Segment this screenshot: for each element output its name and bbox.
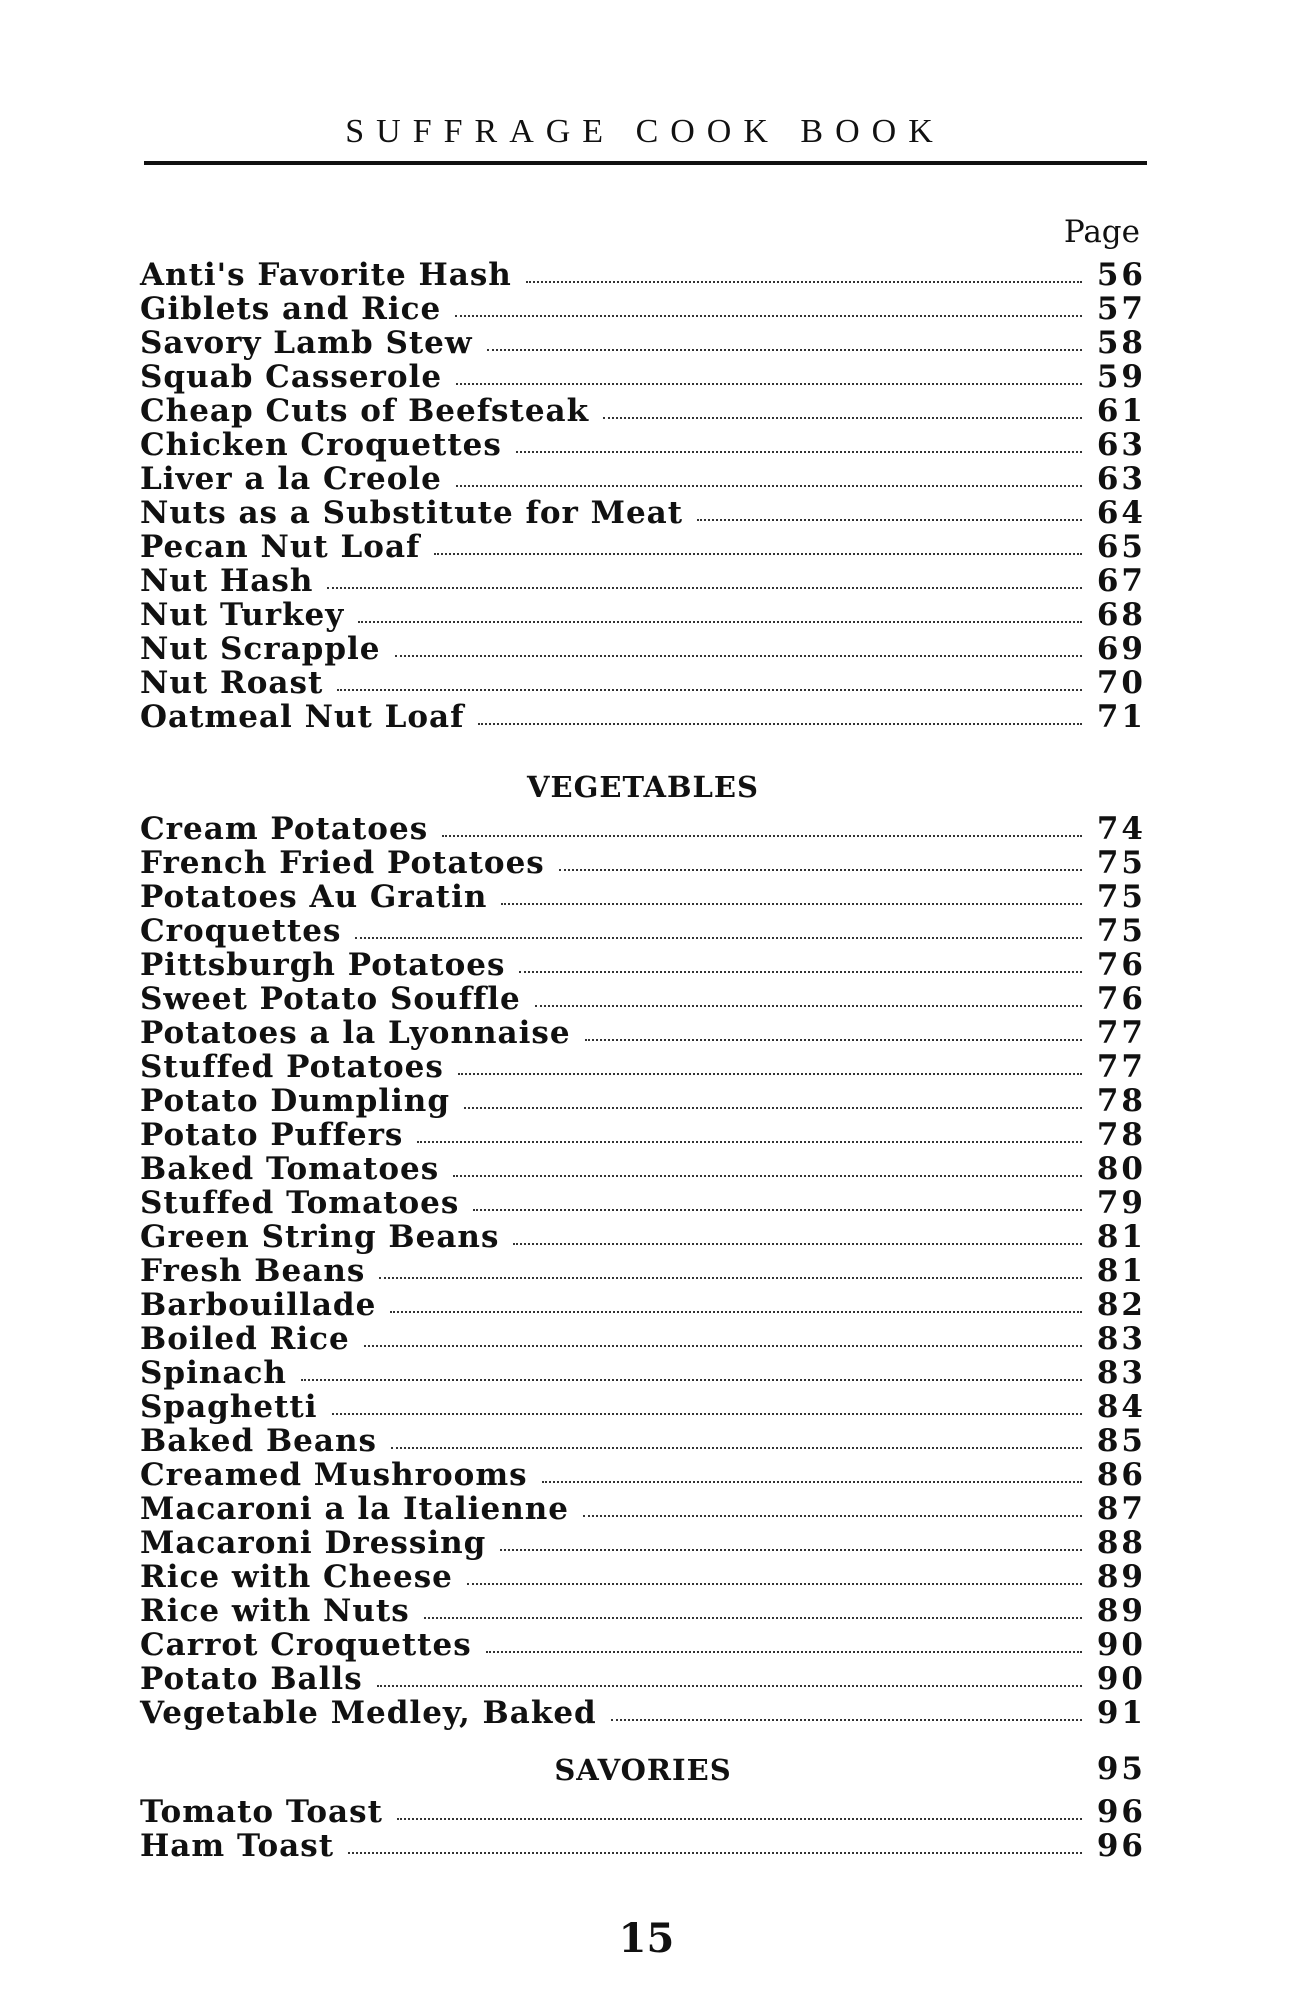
toc-entry [140, 1492, 1146, 1526]
toc-entry-page: 81 [1096, 1253, 1146, 1289]
toc-entry-title: Carrot Croquettes [140, 1627, 472, 1663]
toc-entry [140, 530, 1146, 564]
dot-leader [332, 1413, 1082, 1415]
dot-leader [519, 971, 1082, 973]
dot-leader [611, 1719, 1082, 1721]
dot-leader [535, 1005, 1082, 1007]
dot-leader [327, 587, 1082, 589]
toc-entry-page: 83 [1096, 1355, 1146, 1391]
toc-entry-title: Nuts as a Substitute for Meat [140, 495, 684, 531]
toc-entry [140, 880, 1146, 914]
toc-entry [140, 360, 1146, 394]
toc-entry-title: Baked Tomatoes [140, 1151, 440, 1187]
toc-entry [140, 1152, 1146, 1186]
toc-entry [140, 632, 1146, 666]
toc-entry-title: Pecan Nut Loaf [140, 529, 421, 565]
toc-entry-title: Nut Roast [140, 665, 324, 701]
dot-leader [501, 903, 1082, 905]
toc-entry-title: Ham Toast [140, 1828, 335, 1864]
toc-entry-page: 70 [1096, 665, 1146, 701]
toc-entry-page: 78 [1096, 1083, 1146, 1119]
toc-entry [140, 462, 1146, 496]
toc-entry-page: 79 [1096, 1185, 1146, 1221]
dot-leader [348, 1852, 1082, 1854]
toc-entry-title: Sweet Potato Souffle [140, 981, 521, 1017]
dot-leader [456, 383, 1082, 385]
dot-leader [301, 1379, 1082, 1381]
dot-leader [379, 1277, 1082, 1279]
header-rule [144, 161, 1147, 165]
dot-leader [583, 1515, 1082, 1517]
toc-entry-page: 63 [1096, 427, 1146, 463]
toc-entry [140, 1118, 1146, 1152]
toc-entry-page: 83 [1096, 1321, 1146, 1357]
toc-entry [140, 394, 1146, 428]
toc-entry-title: Rice with Cheese [140, 1559, 453, 1595]
dot-leader [434, 553, 1082, 555]
toc-entry [140, 1424, 1146, 1458]
toc-entry-page: 59 [1096, 359, 1146, 395]
toc-entry-title: Oatmeal Nut Loaf [140, 699, 465, 735]
toc-entry-title: Spinach [140, 1355, 287, 1391]
dot-leader [526, 281, 1082, 283]
toc-entry-title: Nut Hash [140, 563, 314, 599]
toc-entry-title: Spaghetti [140, 1389, 318, 1425]
toc-entry [140, 1254, 1146, 1288]
toc-entry-page: 58 [1096, 325, 1146, 361]
toc-entry [140, 1050, 1146, 1084]
toc-entry-page: 81 [1096, 1219, 1146, 1255]
toc-entry-page: 57 [1096, 291, 1146, 327]
toc-entry-title: Pittsburgh Potatoes [140, 947, 506, 983]
dot-leader [487, 349, 1082, 351]
dot-leader [513, 1243, 1082, 1245]
toc-entry-page: 82 [1096, 1287, 1146, 1323]
toc-entry [140, 1390, 1146, 1424]
toc-entry [140, 700, 1146, 734]
dot-leader [397, 1818, 1082, 1820]
toc-entry [140, 1594, 1146, 1628]
dot-leader [478, 723, 1082, 725]
toc-entry [140, 982, 1146, 1016]
dot-leader [358, 621, 1082, 623]
toc-entry [140, 326, 1146, 360]
toc-entry [140, 1288, 1146, 1322]
toc-list-vegetables [140, 812, 1146, 1730]
dot-leader [516, 451, 1082, 453]
dot-leader [442, 835, 1082, 837]
toc-entry [140, 1829, 1146, 1863]
toc-entry-title: Squab Casserole [140, 359, 443, 395]
toc-entry-title: Barbouillade [140, 1287, 377, 1323]
dot-leader [453, 1175, 1082, 1177]
toc-entry-page: 85 [1096, 1423, 1146, 1459]
toc-entry-title: Potatoes Au Gratin [140, 879, 488, 915]
toc-entry-title: Cream Potatoes [140, 811, 429, 847]
toc-entry-title: Chicken Croquettes [140, 427, 502, 463]
toc-entry-title: Vegetable Medley, Baked [140, 1695, 597, 1731]
toc-entry-title: Savory Lamb Stew [140, 325, 473, 361]
toc-entry [140, 1696, 1146, 1730]
toc-entry-page: 64 [1096, 495, 1146, 531]
toc-entry [140, 1322, 1146, 1356]
toc-entry [140, 1662, 1146, 1696]
toc-entry-title: Giblets and Rice [140, 291, 442, 327]
toc-entry-page: 91 [1096, 1695, 1146, 1731]
toc-entry [140, 258, 1146, 292]
toc-entry [140, 428, 1146, 462]
running-head: SUFFRAGE COOK BOOK [345, 113, 945, 150]
toc-entry-page: 76 [1096, 981, 1146, 1017]
dot-leader [364, 1345, 1082, 1347]
toc-entry-page: 61 [1096, 393, 1146, 429]
dot-leader [458, 1073, 1082, 1075]
toc-entry-page: 86 [1096, 1457, 1146, 1493]
toc-entry-page: 71 [1096, 699, 1146, 735]
toc-entry [140, 496, 1146, 530]
toc-entry [140, 1186, 1146, 1220]
page-column-label: Page [1063, 214, 1140, 250]
toc-entry-title: French Fried Potatoes [140, 845, 545, 881]
dot-leader [603, 417, 1082, 419]
toc-entry-page: 77 [1096, 1015, 1146, 1051]
toc-entry [140, 292, 1146, 326]
toc-entry [140, 1356, 1146, 1390]
toc-entry-page: 96 [1096, 1828, 1146, 1864]
toc-entry [140, 598, 1146, 632]
dot-leader [697, 519, 1082, 521]
toc-entry-page: 65 [1096, 529, 1146, 565]
dot-leader [464, 1107, 1082, 1109]
toc-entry-title: Macaroni a la Italienne [140, 1491, 569, 1527]
toc-entry-title: Stuffed Potatoes [140, 1049, 444, 1085]
toc-entry-title: Baked Beans [140, 1423, 377, 1459]
section-page-savories: 95 [1096, 1751, 1146, 1787]
toc-entry [140, 564, 1146, 598]
toc-entry-page: 56 [1096, 257, 1146, 293]
toc-entry [140, 1795, 1146, 1829]
toc-entry-page: 69 [1096, 631, 1146, 667]
toc-entry [140, 1526, 1146, 1560]
toc-entry-page: 84 [1096, 1389, 1146, 1425]
section-heading-vegetables: VEGETABLES [527, 770, 759, 804]
toc-entry-title: Green String Beans [140, 1219, 500, 1255]
toc-entry-page: 67 [1096, 563, 1146, 599]
section-heading-savories: SAVORIES [554, 1753, 732, 1787]
toc-entry [140, 948, 1146, 982]
dot-leader [424, 1617, 1082, 1619]
dot-leader [456, 485, 1082, 487]
toc-entry-page: 78 [1096, 1117, 1146, 1153]
toc-entry [140, 914, 1146, 948]
toc-entry-page: 87 [1096, 1491, 1146, 1527]
toc-entry-page: 68 [1096, 597, 1146, 633]
dot-leader [500, 1549, 1082, 1551]
dot-leader [585, 1039, 1082, 1041]
toc-list-meats [140, 258, 1146, 734]
toc-entry-title: Boiled Rice [140, 1321, 350, 1357]
dot-leader [417, 1141, 1082, 1143]
dot-leader [337, 689, 1082, 691]
toc-entry-page: 96 [1096, 1794, 1146, 1830]
toc-entry [140, 1084, 1146, 1118]
toc-entry-page: 74 [1096, 811, 1146, 847]
toc-entry-page: 76 [1096, 947, 1146, 983]
toc-entry-page: 80 [1096, 1151, 1146, 1187]
toc-entry-title: Creamed Mushrooms [140, 1457, 528, 1493]
dot-leader [467, 1583, 1082, 1585]
toc-entry-title: Liver a la Creole [140, 461, 442, 497]
dot-leader [542, 1481, 1082, 1483]
toc-entry-page: 63 [1096, 461, 1146, 497]
toc-entry [140, 812, 1146, 846]
toc-entry [140, 1628, 1146, 1662]
toc-entry [140, 666, 1146, 700]
toc-entry [140, 1220, 1146, 1254]
toc-entry-title: Nut Scrapple [140, 631, 381, 667]
toc-entry [140, 1560, 1146, 1594]
toc-entry-page: 77 [1096, 1049, 1146, 1085]
page-number: 15 [618, 1915, 675, 1962]
toc-entry-title: Stuffed Tomatoes [140, 1185, 460, 1221]
dot-leader [390, 1311, 1082, 1313]
dot-leader [391, 1447, 1082, 1449]
toc-entry-page: 90 [1096, 1661, 1146, 1697]
toc-entry-page: 89 [1096, 1559, 1146, 1595]
dot-leader [559, 869, 1082, 871]
toc-entry-title: Macaroni Dressing [140, 1525, 487, 1561]
toc-entry [140, 846, 1146, 880]
toc-entry-title: Potato Dumpling [140, 1083, 451, 1119]
toc-entry-title: Croquettes [140, 913, 342, 949]
toc-entry-title: Rice with Nuts [140, 1593, 410, 1629]
dot-leader [395, 655, 1082, 657]
toc-entry-page: 75 [1096, 845, 1146, 881]
dot-leader [486, 1651, 1082, 1653]
toc-entry-title: Potato Balls [140, 1661, 363, 1697]
toc-entry [140, 1458, 1146, 1492]
toc-entry-title: Fresh Beans [140, 1253, 366, 1289]
toc-entry-title: Nut Turkey [140, 597, 345, 633]
dot-leader [355, 937, 1082, 939]
toc-entry-title: Tomato Toast [140, 1794, 383, 1830]
toc-entry-title: Anti's Favorite Hash [140, 257, 512, 293]
dot-leader [455, 315, 1082, 317]
toc-entry-title: Potatoes a la Lyonnaise [140, 1015, 571, 1051]
toc-entry-title: Potato Puffers [140, 1117, 404, 1153]
dot-leader [473, 1209, 1082, 1211]
toc-entry-page: 75 [1096, 879, 1146, 915]
toc-list-savories [140, 1795, 1146, 1863]
toc-entry [140, 1016, 1146, 1050]
toc-entry-title: Cheap Cuts of Beefsteak [140, 393, 590, 429]
dot-leader [377, 1685, 1082, 1687]
toc-entry-page: 89 [1096, 1593, 1146, 1629]
toc-entry-page: 75 [1096, 913, 1146, 949]
toc-entry-page: 90 [1096, 1627, 1146, 1663]
toc-entry-page: 88 [1096, 1525, 1146, 1561]
